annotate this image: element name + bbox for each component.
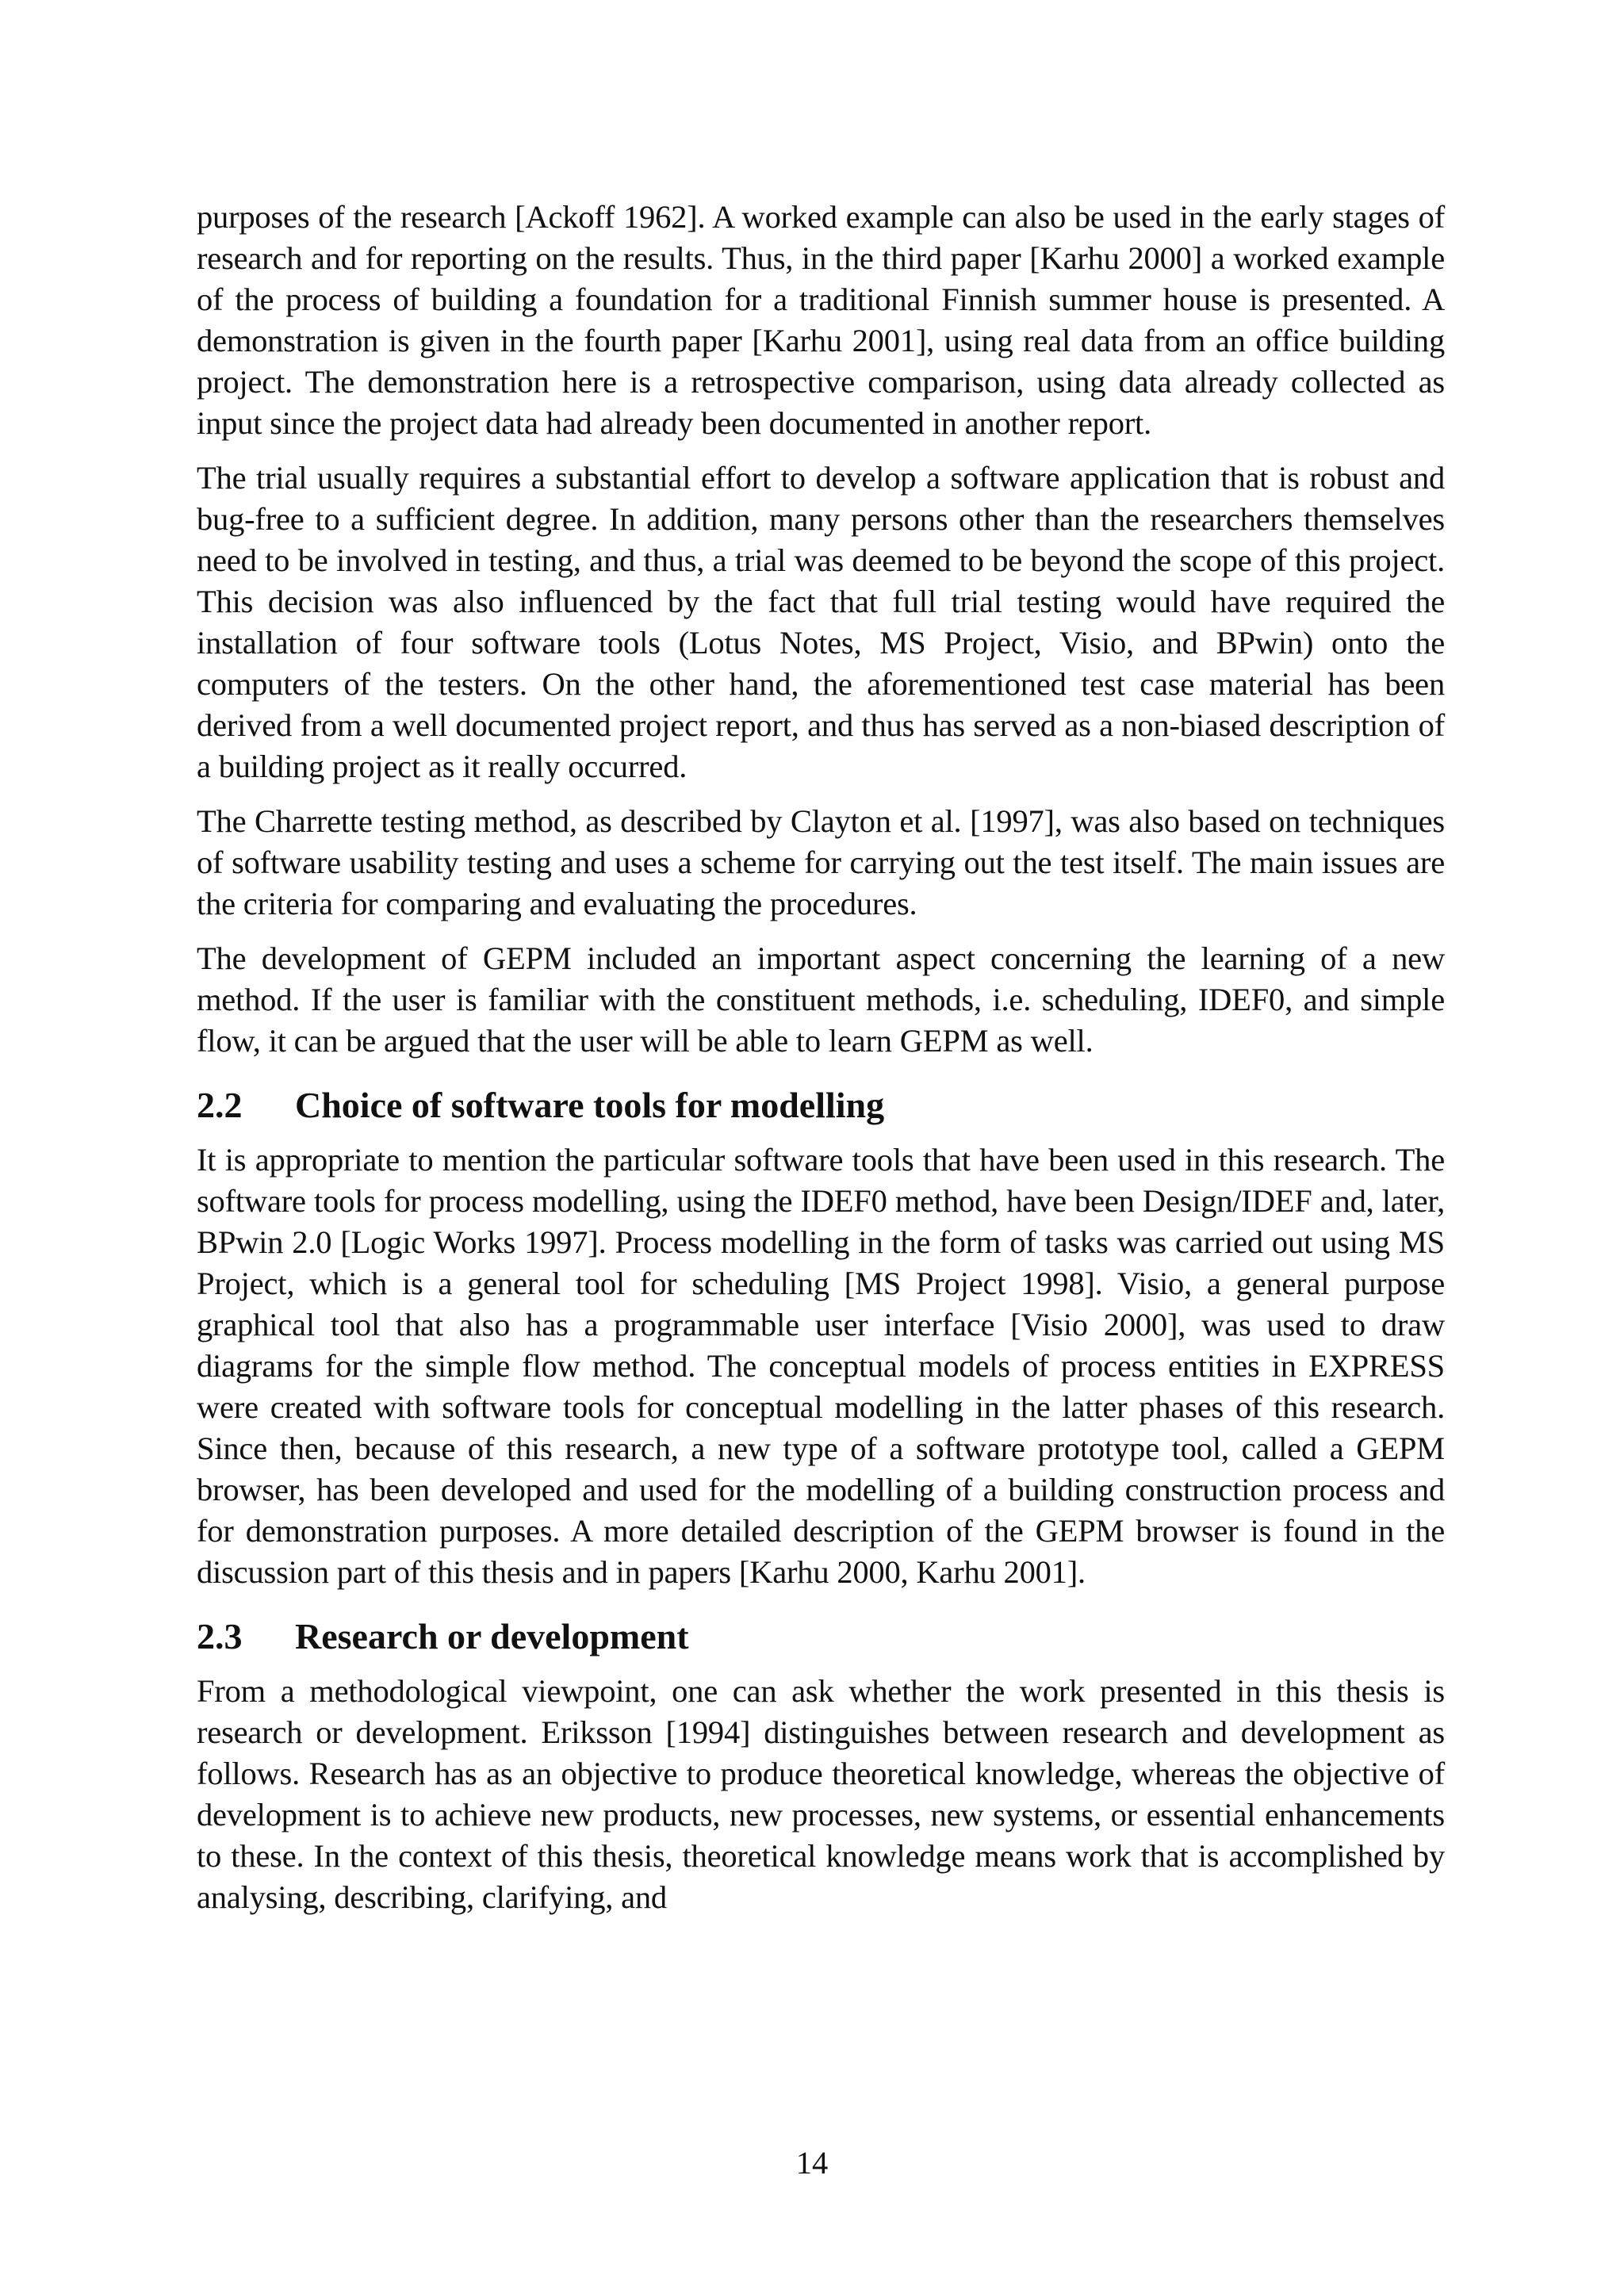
section-number: 2.2 (197, 1085, 243, 1125)
section-title: Research or development (295, 1616, 689, 1656)
section-heading-2-2 (197, 1082, 1445, 1128)
section-heading-2-3 (197, 1614, 1445, 1660)
section-title: Choice of software tools for modelling (295, 1085, 885, 1125)
section-number: 2.3 (197, 1616, 243, 1656)
page-number: 14 (795, 2145, 829, 2181)
paragraph-research-development: From a methodological viewpoint, one can ask whether the work presented in this thesis is research or development. Eriksson [1994] distinguishes between research and development as follows. Research has as an objective to produce theoretical knowledge, whereas the objective of development is to achieve new products, new processes, new systems, or essential enhancements to these. In the context of this thesis, theoretical knowledge means work that is accomplished by analysing, describing, clarifying, and (197, 1673, 1445, 1915)
paragraph-gepm-learning: The development of GEPM included an important aspect concerning the learning of a new method. If the user is familiar with the constituent methods, i.e. scheduling, IDEF0, and simple flow, it can be argued that the user will be able to learn GEPM as well. (197, 940, 1445, 1059)
paragraph-software-tools: It is appropriate to mention the particular software tools that have been used in this research. The software tools for process modelling, using the IDEF0 method, have been Design/IDEF and, later, BPwin 2.0 [Logic Works 1997]. Process modelling in the form of tasks was carried out using MS Project, which is a general tool for scheduling [MS Project 1998]. Visio, a general purpose graphical tool that also has a programmable user interface [Visio 2000], was used to draw diagrams for the simple flow method. The conceptual models of process entities in EXPRESS were created with software tools for conceptual modelling in the latter phases of this research. Since then, because of this research, a new type of a software prototype tool, called a GEPM browser, has been developed and used for the modelling of a building construction process and for demonstration purposes. A more detailed description of the GEPM browser is found in the discussion part of this thesis and in papers [Karhu 2000, Karhu 2001]. (197, 1142, 1445, 1590)
paragraph-charrette: The Charrette testing method, as described by Clayton et al. [1997], was also based on techniques of software usability testing and uses a scheme for carrying out the test itself. The main issues are the criteria for comparing and evaluating the procedures. (197, 803, 1445, 921)
paragraph-worked-example: purposes of the research [Ackoff 1962]. A worked example can also be used in the early stages of research and for reporting on the results. Thus, in the third paper [Karhu 2000] a worked example of the process of building a foundation for a traditional Finnish summer house is presented. A demonstration is given in the fourth paper [Karhu 2001], using real data from an office building project. The demonstration here is a retrospective comparison, using data already collected as input since the project data had already been documented in another report. (197, 199, 1445, 441)
page-body (197, 197, 1445, 1932)
paragraph-trial: The trial usually requires a substantial effort to develop a software application that is robust and bug-free to a sufficient degree. In addition, many persons other than the researchers themselves need to be involved in testing, and thus, a trial was deemed to be beyond the scope of this project. This decision was also influenced by the fact that full trial testing would have required the installation of four software tools (Lotus Notes, MS Project, Visio, and BPwin) onto the computers of the testers. On the other hand, the aforementioned test case material has been derived from a well documented project report, and thus has served as a non-biased description of a building project as it really occurred. (197, 460, 1445, 784)
